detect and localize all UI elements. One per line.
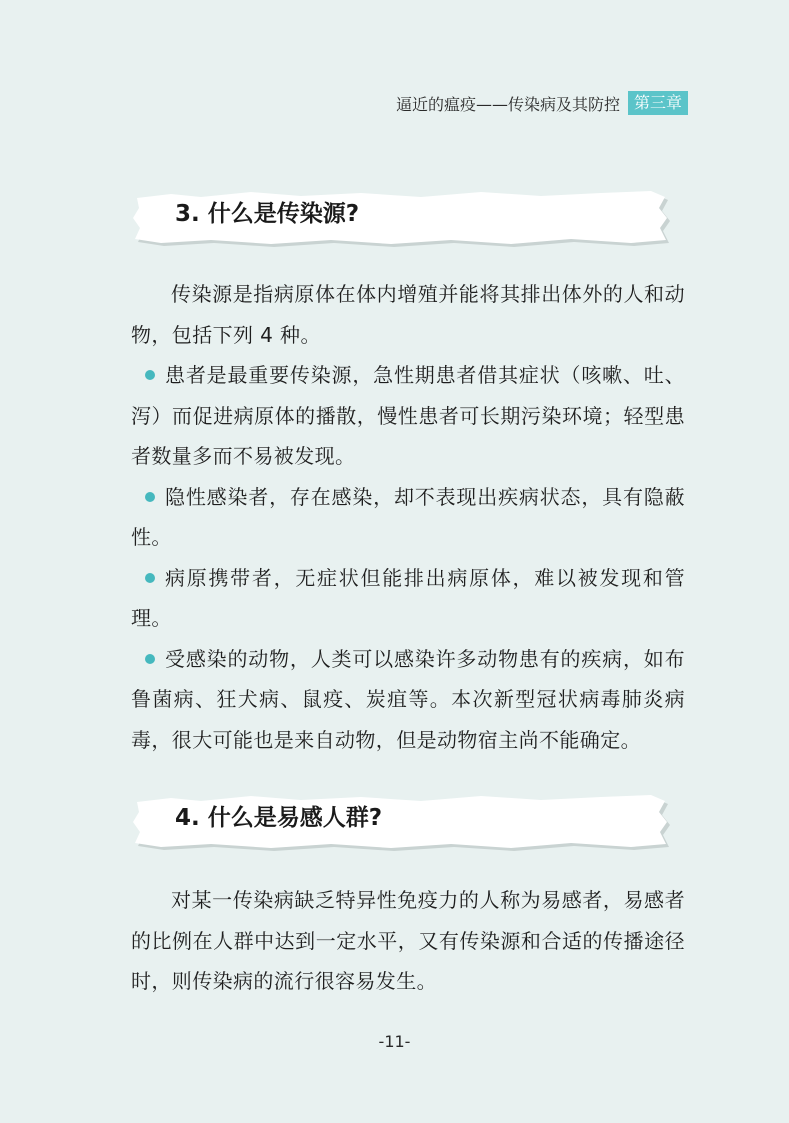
bullet-text: 隐性感染者，存在感染，却不表现出疾病状态，具有隐蔽性。 xyxy=(131,484,685,549)
section-4-banner xyxy=(131,792,669,852)
chapter-badge: 第三章 xyxy=(628,91,688,115)
bullet-dot-icon xyxy=(145,654,155,664)
section-heading: 4. 什么是易感人群? xyxy=(175,805,383,831)
paragraph: 对某一传染病缺乏特异性免疫力的人称为易感者，易感者的比例在人群中达到一定水平，又有传染源和合适的传播途径时，则传染病的流行很容易发生。 xyxy=(131,888,685,993)
bullet-item xyxy=(131,477,685,558)
section-3-banner xyxy=(131,188,669,248)
bullet-dot-icon xyxy=(145,370,155,380)
bullet-text: 病原携带者，无症状但能排出病原体，难以被发现和管理。 xyxy=(131,565,685,630)
section-4-body xyxy=(131,880,685,1002)
book-title: 逼近的瘟疫——传染病及其防控 xyxy=(395,94,620,114)
bullet-item xyxy=(131,558,685,639)
section-heading: 3. 什么是传染源? xyxy=(175,201,360,227)
bullet-text: 受感染的动物，人类可以感染许多动物患有的疾病，如布鲁菌病、狂犬病、鼠疫、炭疽等。本次新型冠状病毒肺炎病毒，很大可能也是来自动物，但是动物宿主尚不能确定。 xyxy=(131,646,685,752)
bullet-item xyxy=(131,639,685,761)
running-header xyxy=(396,90,688,116)
bullet-item xyxy=(131,355,685,477)
section-3-body xyxy=(131,274,685,760)
bullet-dot-icon xyxy=(145,492,155,502)
bullet-text: 患者是最重要传染源，急性期患者借其症状（咳嗽、吐、泻）而促进病原体的播散，慢性患者可长期污染环境；轻型患者数量多而不易被发现。 xyxy=(131,363,685,468)
paragraph: 传染源是指病原体在体内增殖并能将其排出体外的人和动物，包括下列 4 种。 xyxy=(131,282,685,347)
page-number: -11- xyxy=(378,1032,411,1051)
bullet-dot-icon xyxy=(145,573,155,583)
